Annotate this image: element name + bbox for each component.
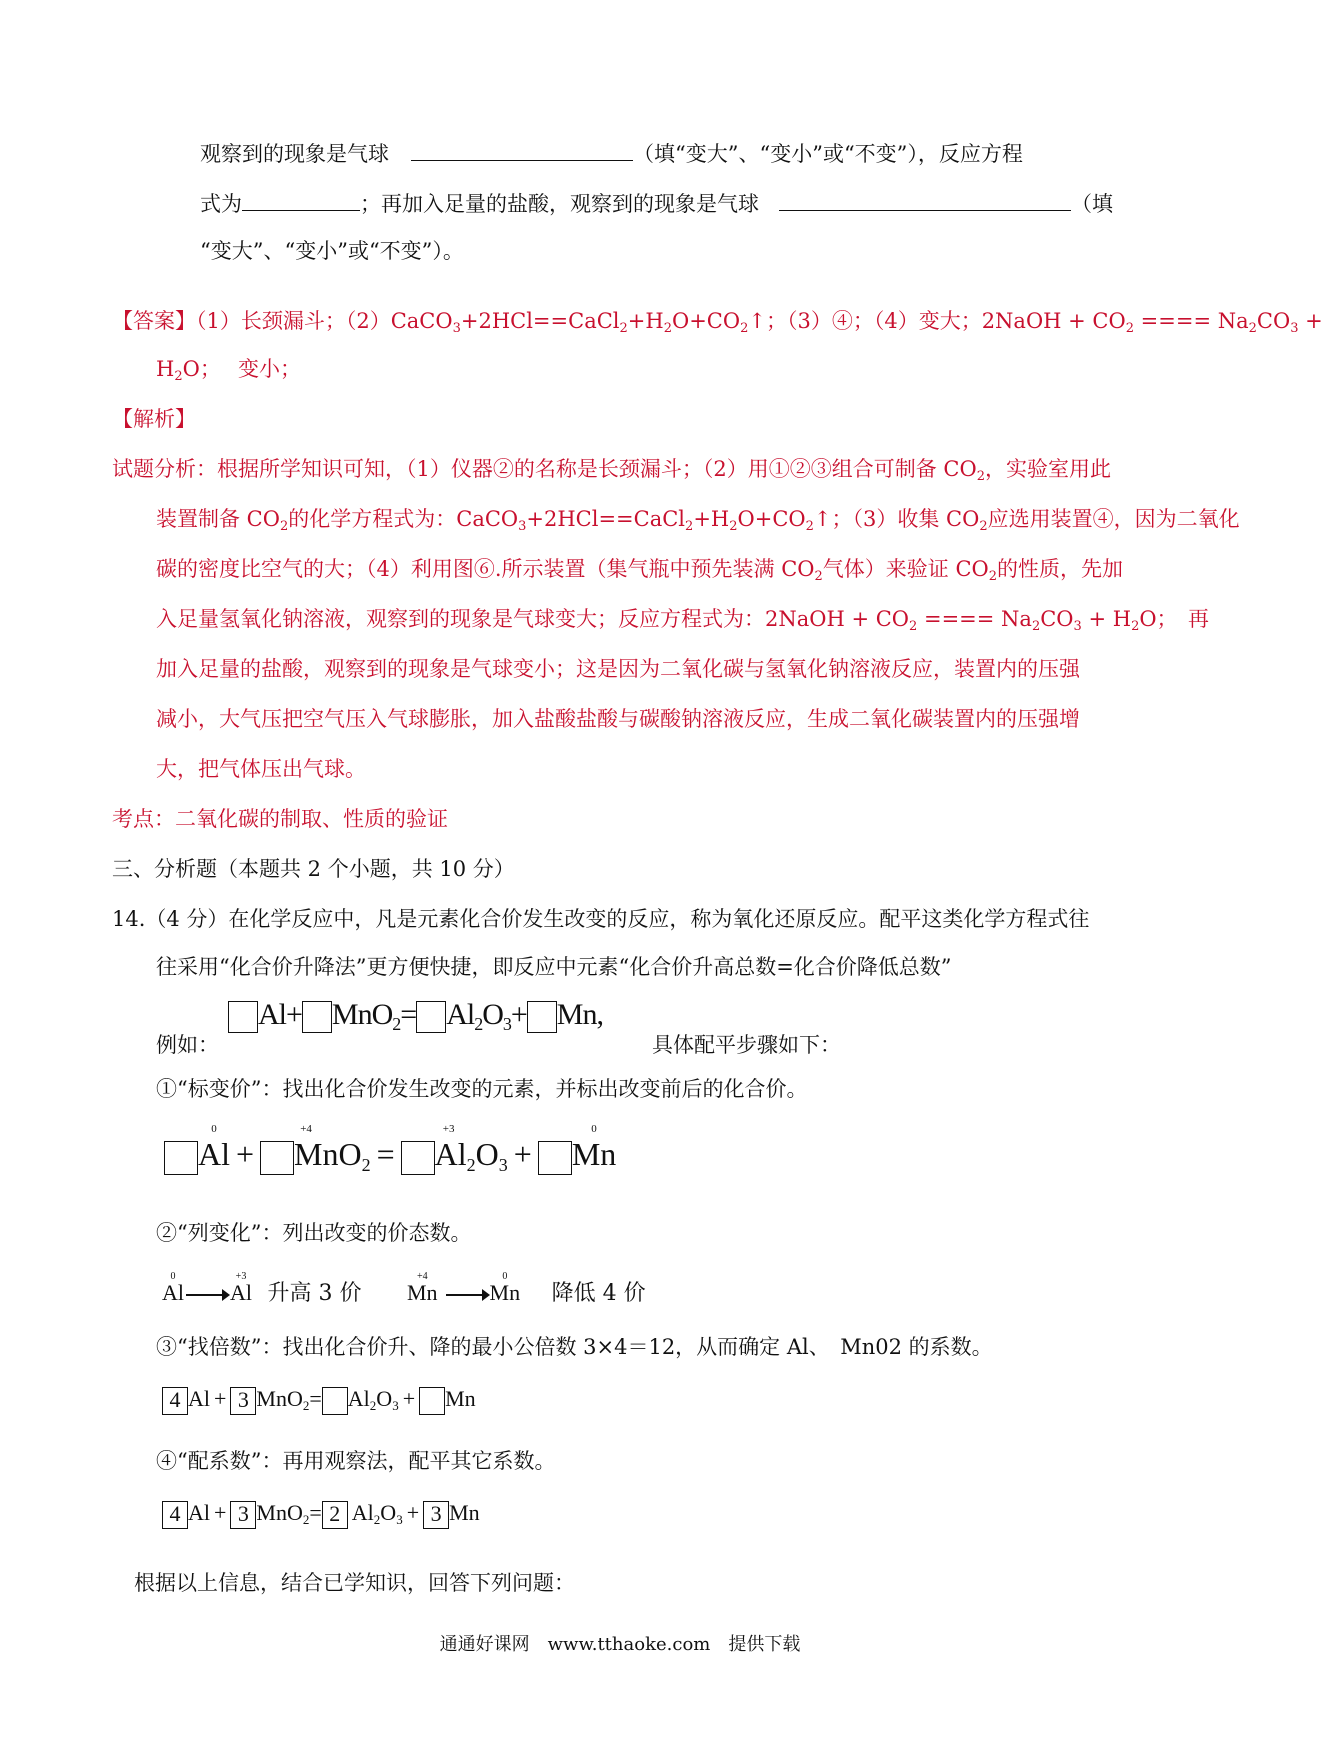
step-4: ④“配系数”：再用观察法，配平其它系数。	[156, 1449, 556, 1473]
coef-box: 4	[162, 1501, 188, 1529]
coef-box	[527, 1001, 557, 1033]
blank-1	[411, 138, 633, 161]
analysis-line-3: 碳的密度比空气的大；（4）利用图⑥.所示装置（集气瓶中预先装满 $CO_2$气体）来验证 $CO_2$的性质，先加	[156, 557, 1124, 584]
analysis-line-6: 减小，大气压把空气压入气球膨胀，加入盐酸盐酸与碳酸钠溶液反应，生成二氧化碳装置内的压强增	[156, 707, 1080, 731]
step-3-equation: 4 Al + 3 $MnO_2= Al_2O_3 + Mn$	[162, 1386, 476, 1415]
analysis-line-2: 装置制备 $CO_2$的化学方程式为：$CaCO_3+2HCl==CaCl_2+H_2O+CO_2↑$；（3）收集 $CO_2$应选用装置④，因为二氧化	[156, 507, 1240, 534]
example-after: 具体配平步骤如下：	[652, 1033, 841, 1057]
analysis-line-5: 加入足量的盐酸，观察到的现象是气球变小；这是因为二氧化碳与氢氧化钠溶液反应，装置内的压强	[156, 657, 1080, 681]
coef-box	[164, 1141, 198, 1175]
step-4-equation: 4 Al + 3 MnO$_2$= 2 $Al_2O_3 + 3$ Mn	[162, 1500, 480, 1529]
q14-line-1: 14.（4 分）在化学反应中，凡是元素化合价发生改变的反应，称为氧化还原反应。配平这类化学方程式往	[112, 907, 1090, 931]
kaodian: 考点：二氧化碳的制取、性质的验证	[112, 807, 448, 831]
q14-line-2: 往采用“化合价升降法”更方便快捷，即反应中元素“化合价升高总数=化合价降低总数”	[156, 955, 952, 979]
coef-box	[228, 1001, 258, 1033]
arrow-icon	[186, 1294, 224, 1296]
example-label: 例如：	[156, 1033, 219, 1057]
coef-box: 3	[423, 1501, 449, 1529]
coef-box	[401, 1141, 435, 1175]
coef-box: 2	[322, 1501, 348, 1529]
coef-box	[416, 1001, 446, 1033]
answer-line-2: $H_2O$； 变小；	[156, 357, 302, 384]
coef-box	[260, 1141, 294, 1175]
step-1: ①“标变价”：找出化合价发生改变的元素，并标出改变前后的化合价。	[156, 1077, 808, 1101]
blank-3	[779, 188, 1071, 211]
answer-tag: 【答案】	[112, 309, 196, 333]
analysis-line-4: 入足量氢氧化钠溶液，观察到的现象是气球变大；反应方程式为：2NaOH + $CO_2$ ==== $Na_2CO_3 + H_2O$； 再	[156, 607, 1210, 634]
coef-box	[302, 1001, 332, 1033]
coef-box	[419, 1387, 445, 1415]
section-3-heading: 三、分析题（本题共 2 个小题，共 10 分）	[112, 857, 515, 881]
step-2-changes: 0 Al +3 Al 升高 3 价 +4 Mn 0 Mn 降低 4 价	[162, 1271, 646, 1306]
arrow-icon	[446, 1294, 484, 1296]
analysis-tag: 【解析】	[112, 407, 196, 431]
example-equation: $Al+ MnO_2= Al_2O_3+ Mn$,	[228, 998, 603, 1035]
step-2: ②“列变化”：列出改变的价态数。	[156, 1221, 472, 1245]
coef-box	[538, 1141, 572, 1175]
answer-line-1: 【答案】（1）长颈漏斗；$(2)CaCO_3+2HCl==CaCl_2+H_2O+CO_2↑$；（3）④；（4）变大；2NaOH + $CO_2$ ==== $Na_2CO_3$ +	[112, 309, 1323, 336]
step-1-equation: 0 Al + +4 MnO$_2$ = +3 $Al_2O_3$ + 0 Mn	[164, 1136, 616, 1176]
closing-line: 根据以上信息，结合已学知识，回答下列问题：	[134, 1571, 575, 1595]
coef-box: 3	[230, 1387, 256, 1415]
coef-box: 3	[230, 1501, 256, 1529]
page-footer: 通通好课网 www.tthaoke.com 提供下载	[439, 1634, 801, 1655]
q13-line-3: “变大”、“变小”或“不变”）。	[200, 239, 464, 263]
step-3: ③“找倍数”：找出化合价升、降的最小公倍数 3×4＝12，从而确定 Al、 Mn02 的系数。	[156, 1335, 993, 1359]
coef-box: 4	[162, 1387, 188, 1415]
analysis-line-1: 试题分析：根据所学知识可知，（1）仪器②的名称是长颈漏斗；（2）用①②③组合可制备 $CO_2$，实验室用此	[112, 457, 1111, 484]
q13-line-2: 式为 ；再加入足量的盐酸，观察到的现象是气球 （填	[200, 188, 1113, 219]
q13-line-1: 观察到的现象是气球 （填“变大”、“变小”或“不变”），反应方程	[200, 138, 1023, 169]
coef-box	[322, 1387, 348, 1415]
analysis-line-7: 大，把气体压出气球。	[156, 757, 366, 781]
blank-2	[242, 188, 360, 211]
